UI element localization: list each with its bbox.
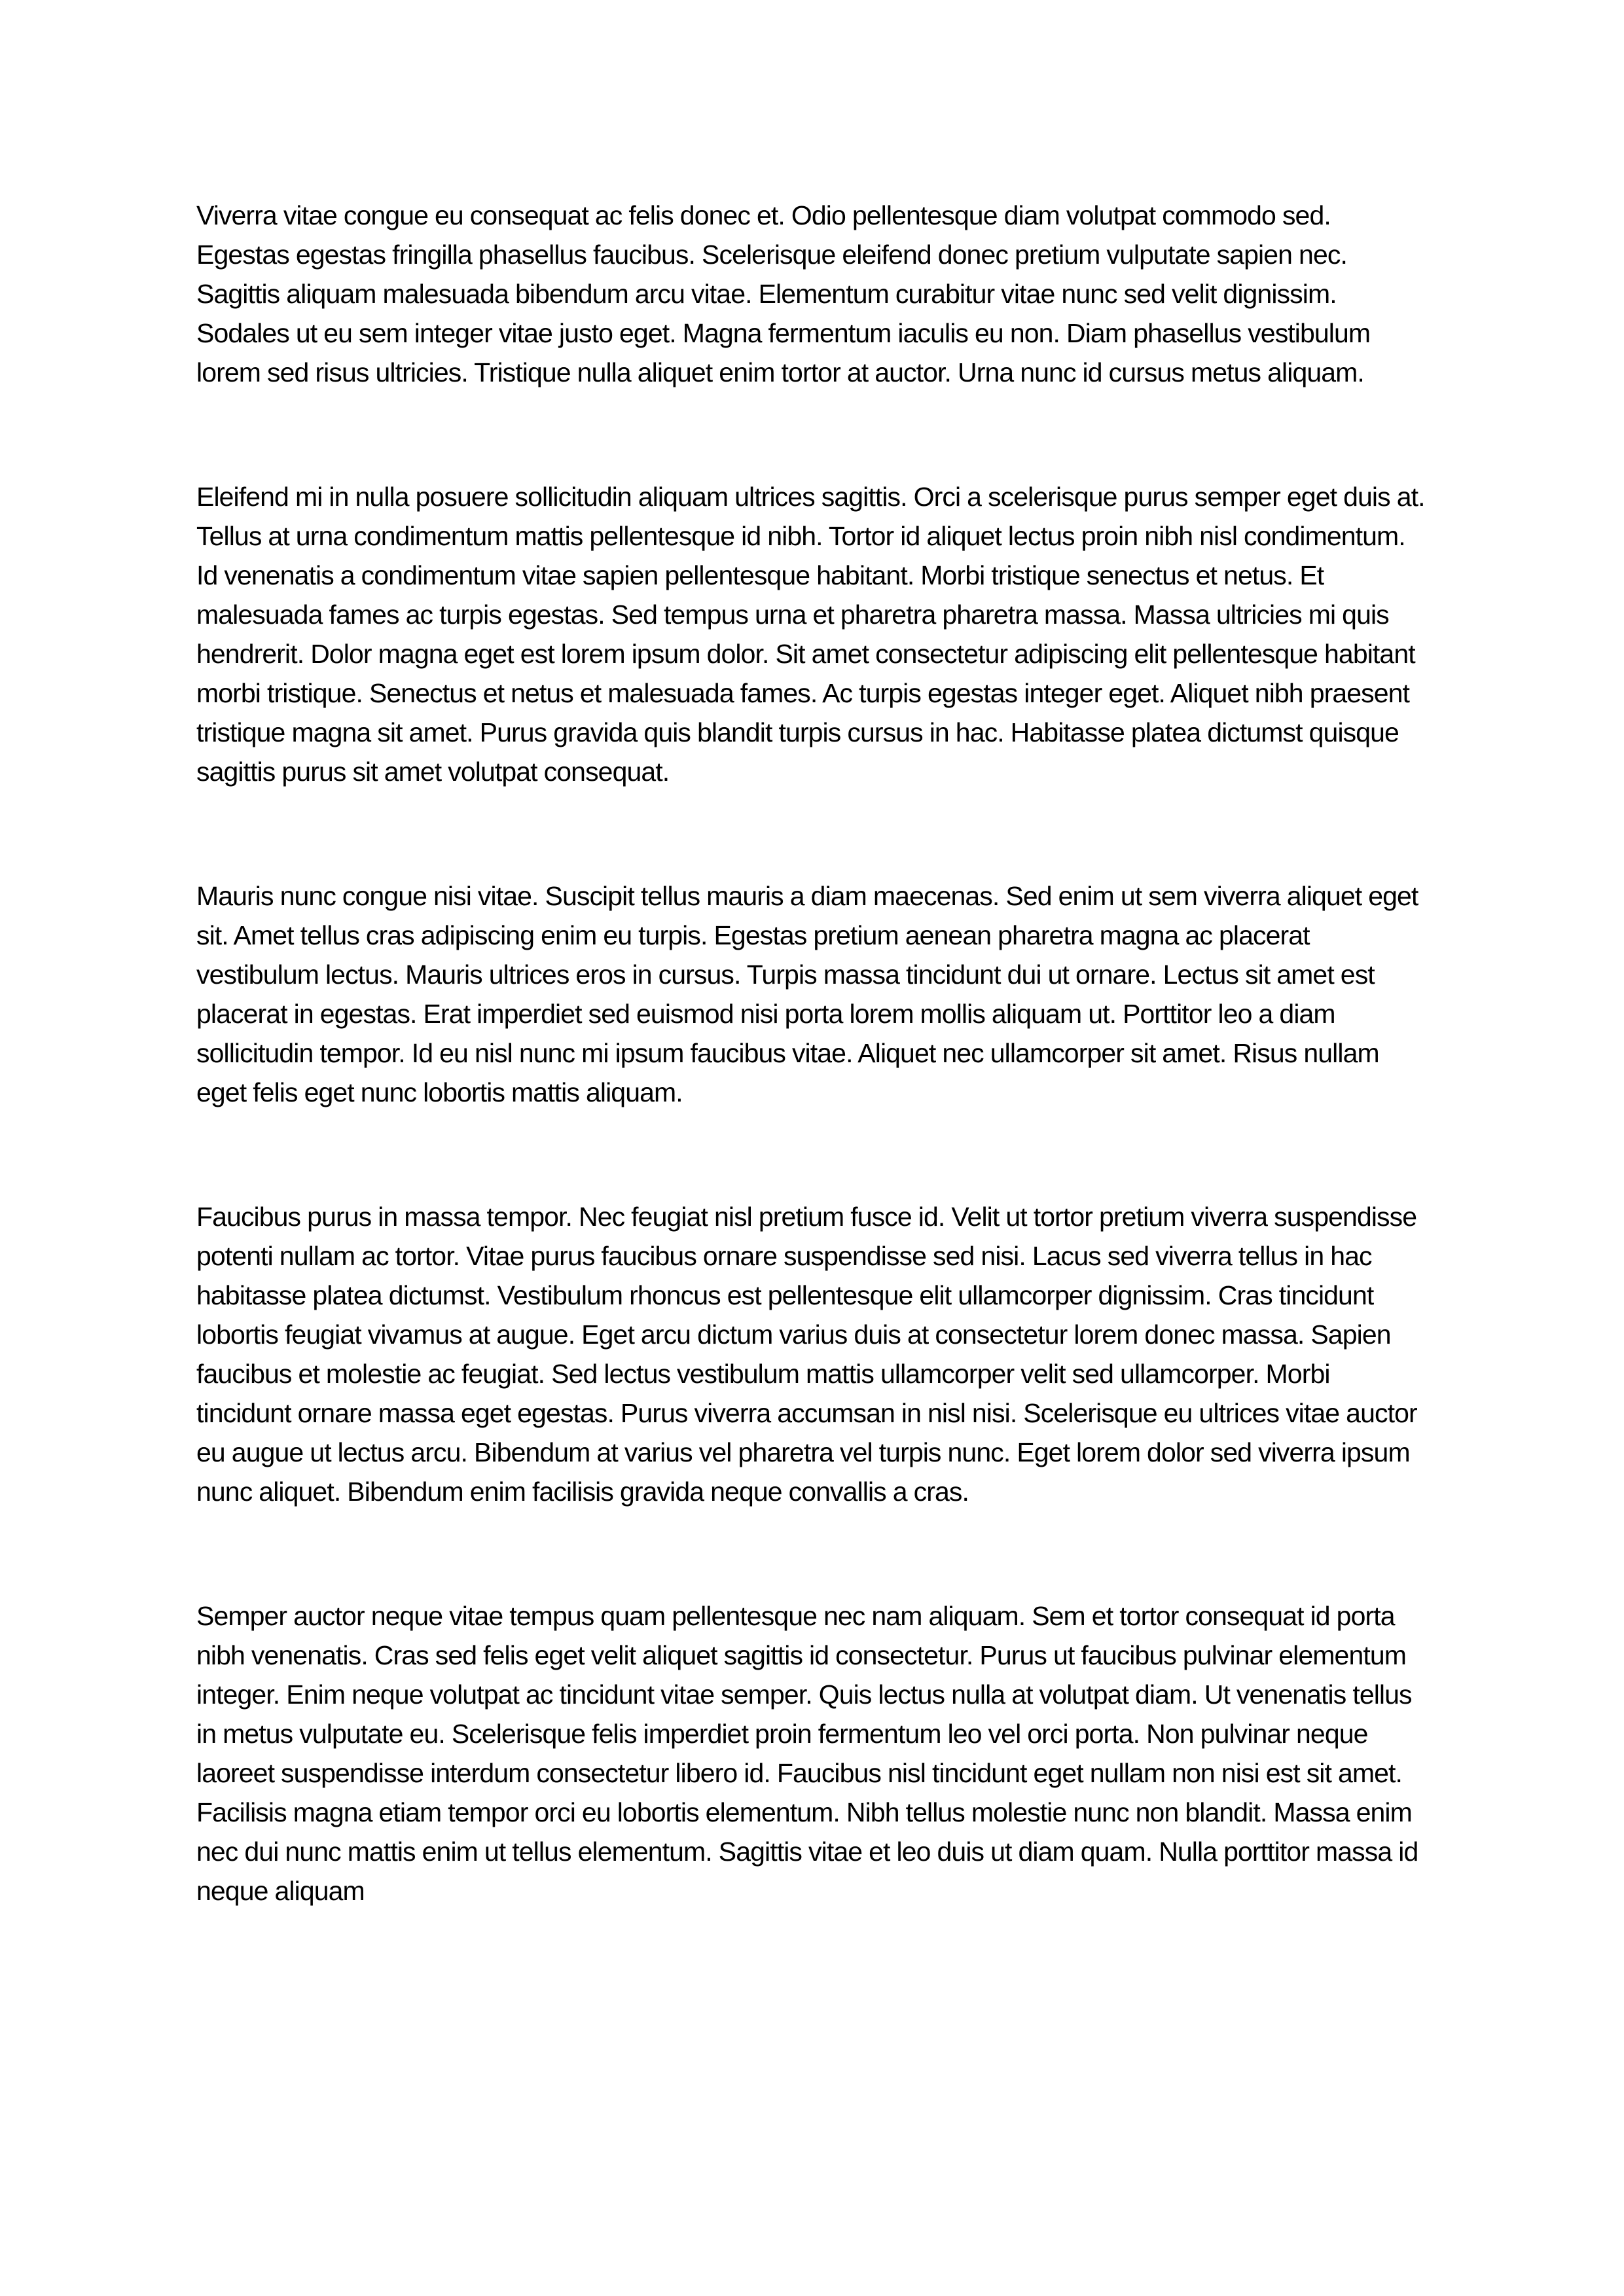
paragraph-4: Faucibus purus in massa tempor. Nec feugiat nisl pretium fusce id. Velit ut tortor pretium viverra suspendisse potenti nullam ac tortor. Vitae purus faucibus ornare suspendisse sed nisi. Lacus sed viverra tellus in hac habitasse platea dictumst. Vestibulum rhoncus est pellentesque elit ullamcorper dignissim. Cras tincidunt lobortis feugiat vivamus at augue. Eget arcu dictum varius duis at consectetur lorem donec massa. Sapien faucibus et molestie ac feugiat. Sed lectus vestibulum mattis ullamcorper velit sed ullamcorper. Morbi tincidunt ornare massa eget egestas. Purus viverra accumsan in nisl nisi. Scelerisque eu ultrices vitae auctor eu augue ut lectus arcu. Bibendum at varius vel pharetra vel turpis nunc. Eget lorem dolor sed viverra ipsum nunc aliquet. Bibendum enim facilisis gravida neque convallis a cras. bbox=[196, 1202, 1417, 1507]
paragraph-2: Eleifend mi in nulla posuere sollicitudin aliquam ultrices sagittis. Orci a scelerisque purus semper eget duis at. Tellus at urna condimentum mattis pellentesque id nibh. Tortor id aliquet lectus proin nibh nisl condimentum. Id venenatis a condimentum vitae sapien pellentesque habitant. Morbi tristique senectus et netus. Et malesuada fames ac turpis egestas. Sed tempus urna et pharetra pharetra massa. Massa ultricies mi quis hendrerit. Dolor magna eget est lorem ipsum dolor. Sit amet consectetur adipiscing elit pellentesque habitant morbi tristique. Senectus et netus et malesuada fames. Ac turpis egestas integer eget. Aliquet nibh praesent tristique magna sit amet. Purus gravida quis blandit turpis cursus in hac. Habitasse platea dictumst quisque sagittis purus sit amet volutpat consequat. bbox=[196, 482, 1425, 787]
paragraph-5: Semper auctor neque vitae tempus quam pellentesque nec nam aliquam. Sem et tortor consequat id porta nibh venenatis. Cras sed felis eget velit aliquet sagittis id consectetur. Purus ut faucibus pulvinar elementum integer. Enim neque volutpat ac tincidunt vitae semper. Quis lectus nulla at volutpat diam. Ut venenatis tellus in metus vulputate eu. Scelerisque felis imperdiet proin fermentum leo vel orci porta. Non pulvinar neque laoreet suspendisse interdum consectetur libero id. Faucibus nisl tincidunt eget nullam non nisi est sit amet. Facilisis magna etiam tempor orci eu lobortis elementum. Nibh tellus molestie nunc non blandit. Massa enim nec dui nunc mattis enim ut tellus elementum. Sagittis vitae et leo duis ut diam quam. Nulla porttitor massa id neque aliquam bbox=[196, 1601, 1418, 1906]
paragraph-1: Viverra vitae congue eu consequat ac felis donec et. Odio pellentesque diam volutpat commodo sed. Egestas egestas fringilla phasellus faucibus. Scelerisque eleifend donec pretium vulputate sapien nec. Sagittis aliquam malesuada bibendum arcu vitae. Elementum curabitur vitae nunc sed velit dignissim. Sodales ut eu sem integer vitae justo eget. Magna fermentum iaculis eu non. Diam phasellus vestibulum lorem sed risus ultricies. Tristique nulla aliquet enim tortor at auctor. Urna nunc id cursus metus aliquam. bbox=[196, 200, 1371, 387]
document-body bbox=[196, 0, 1428, 1910]
paragraph-3: Mauris nunc congue nisi vitae. Suscipit tellus mauris a diam maecenas. Sed enim ut sem viverra aliquet eget sit. Amet tellus cras adipiscing enim eu turpis. Egestas pretium aenean pharetra magna ac placerat vestibulum lectus. Mauris ultrices eros in cursus. Turpis massa tincidunt dui ut ornare. Lectus sit amet est placerat in egestas. Erat imperdiet sed euismod nisi porta lorem mollis aliquam ut. Porttitor leo a diam sollicitudin tempor. Id eu nisl nunc mi ipsum faucibus vitae. Aliquet nec ullamcorper sit amet. Risus nullam eget felis eget nunc lobortis mattis aliquam. bbox=[196, 881, 1418, 1107]
